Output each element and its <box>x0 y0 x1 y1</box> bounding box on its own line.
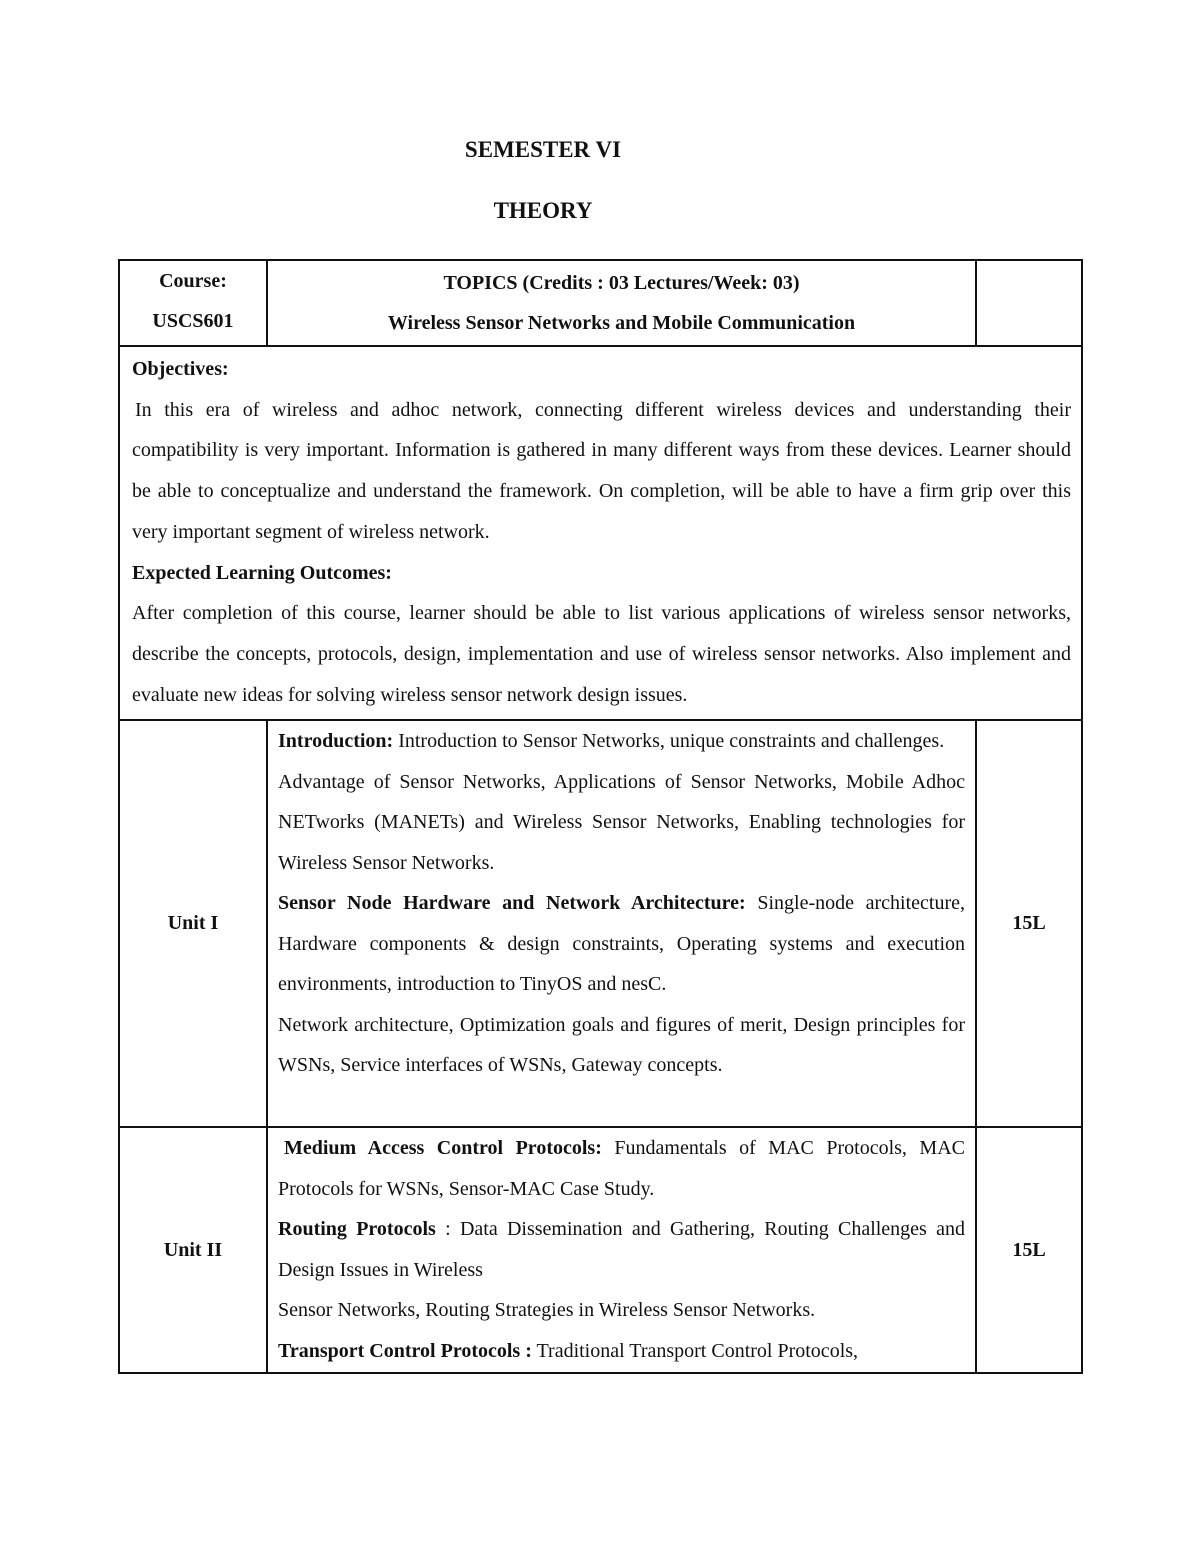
outcomes-heading: Expected Learning Outcomes: <box>132 561 392 584</box>
course-title: Wireless Sensor Networks and Mobile Communication <box>387 312 856 334</box>
topic-text: Single-node architecture, Hardware components & design constraints, Operating systems and execution environments, introduction to TinyOS and nesC. <box>278 892 965 996</box>
unit-name: Unit II <box>119 1127 267 1373</box>
course-header-row <box>119 260 1082 346</box>
syllabus-table <box>118 259 1083 1374</box>
topic-paragraph <box>278 883 965 1005</box>
topic-text: : Data Dissemination and Gathering, Routing Challenges and Design Issues in Wireless <box>278 1218 966 1281</box>
course-code-cell <box>119 260 267 346</box>
empty-hours-header <box>976 260 1082 346</box>
theory-heading: THEORY <box>493 198 593 223</box>
topic-text: Traditional Transport Control Protocols, <box>531 1339 859 1362</box>
unit-hours: 15L <box>976 1127 1082 1373</box>
topic-text: Fundamentals of MAC Protocols, MAC Protocols for WSNs, Sensor-MAC Case Study. <box>278 1137 965 1200</box>
topic-heading: Introduction: <box>278 730 394 753</box>
course-title-cell <box>267 260 976 346</box>
unit-name: Unit I <box>119 720 267 1127</box>
objectives-row <box>119 346 1082 720</box>
topic-paragraph: Network architecture, Optimization goals and figures of merit, Design principles for WSNs, Service interfaces of WSNs, Gateway concepts. <box>278 1013 965 1077</box>
topic-text: Introduction to Sensor Networks, unique constraints and challenges. <box>393 730 945 753</box>
course-code: USCS601 <box>152 310 234 332</box>
topics-credits-line: TOPICS (Credits : 03 Lectures/Week: 03) <box>443 272 800 294</box>
unit-topics <box>267 1127 976 1373</box>
topic-paragraph <box>278 721 965 762</box>
topic-paragraph <box>278 1128 965 1209</box>
topic-heading: Sensor Node Hardware and Network Architecture: <box>278 892 746 915</box>
course-label: Course: <box>159 270 227 292</box>
semester-heading: SEMESTER VI <box>464 137 622 162</box>
objectives-heading: Objectives: <box>132 358 229 380</box>
topic-paragraph: Sensor Networks, Routing Strategies in Wireless Sensor Networks. <box>278 1299 816 1322</box>
objectives-cell <box>119 346 1082 720</box>
unit-hours: 15L <box>976 720 1082 1127</box>
topic-heading: Routing Protocols <box>278 1218 436 1241</box>
topic-paragraph <box>278 1209 965 1290</box>
topic-paragraph <box>278 1331 965 1372</box>
topic-heading: Transport Control Protocols : <box>278 1339 532 1362</box>
outcomes-text: After completion of this course, learner should be able to list various applications of wireless sensor networks, describe the concepts, protocols, design, implementation and use of wireless sensor networks. Also implement and evaluate new ideas for solving wireless sensor network design issues. <box>132 602 1071 706</box>
unit-row <box>119 720 1082 1127</box>
objectives-text: In this era of wireless and adhoc network, connecting different wireless devices and understanding their compatibility is very important. Information is gathered in many different ways from these devices. Learner should be able to conceptualize and understand the framework. On completion, will be able to have a firm grip over this very important segment of wireless network. <box>132 398 1071 543</box>
topic-heading: Medium Access Control Protocols: <box>284 1137 602 1160</box>
unit-topics <box>267 720 976 1127</box>
unit-row <box>119 1127 1082 1373</box>
topic-paragraph: Advantage of Sensor Networks, Applications of Sensor Networks, Mobile Adhoc NETworks (MANETs) and Wireless Sensor Networks, Enabling technologies for Wireless Sensor Networks. <box>278 770 965 874</box>
